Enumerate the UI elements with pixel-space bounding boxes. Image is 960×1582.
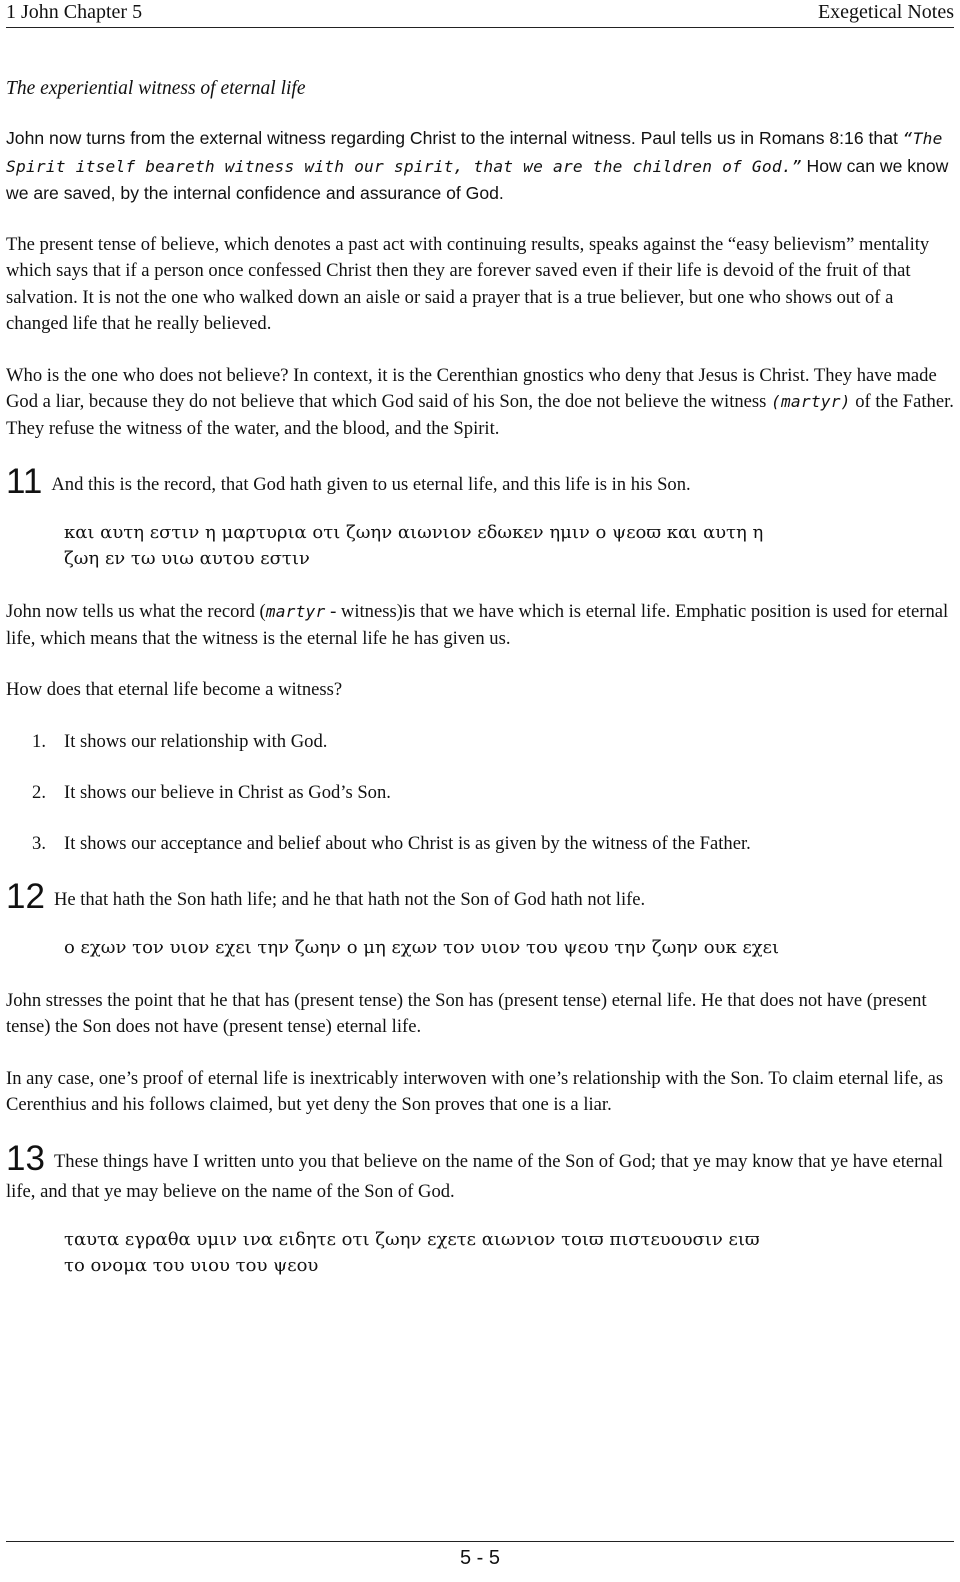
page-header xyxy=(6,0,954,28)
intro-p3-text-b: of the Father. They refuse the witness of the water, and the blood, and the Spirit. xyxy=(6,391,954,439)
greek-line: ζωη εν τω υιω αυτου εστιν xyxy=(64,548,310,569)
martyr-term: martyr xyxy=(265,602,326,621)
verse-number: 13 xyxy=(6,1138,45,1178)
greek-text-v13 xyxy=(64,1227,954,1279)
v12-paragraph-1: John stresses the point that he that has (present tense) the Son has (present tense) eternal life. He that does not have (present tense) the Son does not have (present tense) eternal life. xyxy=(6,989,927,1037)
intro-paragraph-1 xyxy=(6,125,954,207)
greek-text-v12 xyxy=(64,935,954,961)
verse-text: He that hath the Son hath life; and he that hath not the Son of God hath not life. xyxy=(53,888,646,910)
list-text: It shows our believe in Christ as God’s Son. xyxy=(64,781,391,803)
page-content xyxy=(6,76,954,1306)
list-item xyxy=(6,729,954,755)
verse-number: 11 xyxy=(6,462,43,501)
section-title: The experiential witness of eternal life xyxy=(6,78,306,99)
verse-text: These things have I written unto you that believe on the name of the Son of God; that ye may know that ye have eternal life, and that ye may believe on the name of the Son of God. xyxy=(6,1150,944,1202)
intro-p3-text-a: Who is the one who does not believe? In context, it is the Cerenthian gnostics who deny that Jesus is Christ. They have made God a liar, because they do not believe that which God said of his Son, the doe not believe the witness xyxy=(6,364,937,412)
list-item xyxy=(6,831,954,857)
verse-text: And this is the record, that God hath given to us eternal life, and this life is in his Son. xyxy=(51,474,691,495)
verse-number: 12 xyxy=(6,876,45,916)
witness-list xyxy=(6,729,954,857)
list-text: It shows our relationship with God. xyxy=(64,730,328,752)
v11-paragraph-2: How does that eternal life become a witness? xyxy=(6,679,343,700)
romans-quote: “The Spirit itself beareth witness with our spirit, that we are the children of God.” xyxy=(6,129,943,176)
intro-paragraph-3 xyxy=(6,363,954,443)
intro-p1-text-a: John now turns from the external witness regarding Christ to the internal witness. Paul tells us in Romans 8:16 that xyxy=(6,128,903,148)
page-number: 5 - 5 xyxy=(459,1547,501,1569)
greek-line: ο εχων τον υιον εχει την ζωην ο μη εχων τον υιον του ψεου την ζωην ουκ εχει xyxy=(64,936,780,958)
list-number: 1. xyxy=(32,730,46,752)
verse-11 xyxy=(6,462,954,501)
v11-p1-text-b: - witness)is that we have which is eternal life. Emphatic position is used for eternal life, which means that the witness is the eternal life he has given us. xyxy=(6,601,949,649)
greek-line: ταυτα εγραθα υμιν ινα ειδητε οτι ζωην εχετε αιωνιον τοιϖ πιστευουσιν ειϖ xyxy=(64,1228,760,1250)
martyr-term: (martyr) xyxy=(771,392,851,411)
v11-paragraph-1 xyxy=(6,599,954,652)
greek-line: το ονομα του υιου του ψεου xyxy=(64,1254,319,1276)
intro-paragraph-2: The present tense of believe, which denotes a past act with continuing results, speaks against the “easy believism” mentality which says that if a person once confessed Christ then they are forever saved even if their life is devoid of the fruit of that salvation. It is not the one who walked down an aisle or said a prayer that is a true believer, but one who shows out of a changed life that he really believed. xyxy=(6,233,930,334)
list-text: It shows our acceptance and belief about who Christ is as given by the witness of the Father. xyxy=(64,832,751,854)
list-number: 3. xyxy=(32,832,46,854)
header-doc-type: Exegetical Notes xyxy=(817,1,954,23)
greek-text-v11 xyxy=(64,520,954,572)
list-number: 2. xyxy=(32,781,46,803)
v11-p1-text-a: John now tells us what the record ( xyxy=(6,601,266,622)
list-item xyxy=(6,780,954,806)
v12-paragraph-2: In any case, one’s proof of eternal life is inextricably interwoven with one’s relationship with the Son. To claim eternal life, as Cerenthius and his follows claimed, but yet deny the Son proves that one is a liar. xyxy=(6,1067,944,1115)
page-footer xyxy=(6,1541,954,1570)
verse-12 xyxy=(6,876,954,916)
verse-13 xyxy=(6,1138,954,1207)
header-chapter: 1 John Chapter 5 xyxy=(6,1,143,23)
greek-line: και αυτη εστιν η μαρτυρια οτι ζωην αιωνιον εδωκεν ημιν ο ψεοϖ και αυτη η xyxy=(64,522,764,543)
intro-p1-text-b: How can we know we are saved, by the internal confidence and assurance of God. xyxy=(6,155,949,203)
